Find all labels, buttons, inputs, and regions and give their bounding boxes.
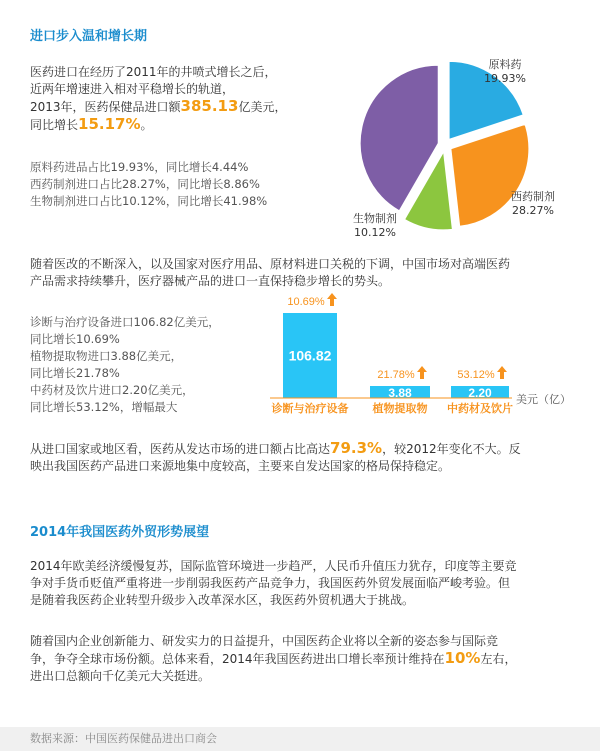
intro-line-3: 2013年，医药保健品进口额385.13亿美元， (30, 97, 287, 115)
stat-raw-materials: 原料药进品占比19.93%，同比增长4.44% (30, 160, 249, 174)
stat-line: 同比增长21.78% (30, 366, 120, 380)
medical-device-paragraph (30, 256, 575, 290)
pie-label-pct: 10.12% (354, 226, 396, 239)
section-title-import-growth: 进口步入温和增长期 (30, 29, 148, 44)
up-arrow-icon (417, 366, 427, 379)
developed-market-share-highlight: 79.3% (330, 439, 383, 457)
pie-label-pct: 19.93% (484, 72, 526, 85)
growth-rate-highlight: 10% (444, 649, 481, 667)
para-line-1: 随着医改的不断深入，以及国家对医疗用品、原材料进口关税的下调，中国市场对高端医药 (30, 257, 511, 271)
stat-line: 中药材及饮片进口2.20亿美元， (30, 383, 194, 397)
up-arrow-icon (327, 293, 337, 306)
stat-line: 植物提取物进口3.88亿美元， (30, 349, 183, 363)
bar-value-label: 106.82 (288, 347, 332, 364)
medical-device-bar-chart (250, 290, 580, 430)
intro-line-2: 近两年增速进入相对平稳增长的轨道， (30, 82, 235, 96)
intro-line-4: 同比增长15.17%。 (30, 115, 153, 133)
bar-category-label: 植物提取物 (372, 402, 428, 415)
para-line: 进出口总额向千亿美元大关挺进。 (30, 669, 211, 683)
bar-value-label: 2.20 (468, 386, 492, 400)
para-line-1: 从进口国家或地区看，医药从发达市场的进口额占比高达79.3%，较2012年变化不大。反 (30, 439, 521, 457)
bar-growth-label: 10.69% (287, 296, 325, 308)
import-growth-highlight: 15.17% (78, 115, 141, 133)
bar-category-label: 诊断与治疗设备 (271, 402, 349, 415)
para-line: 争对手货币贬值严重将进一步削弱我医药产品竞争力，我国医药外贸发展面临严峻考验。但 (30, 576, 511, 590)
up-arrow-icon (497, 366, 507, 379)
import-source-paragraph (30, 440, 575, 475)
pie-label-pct: 28.27% (512, 204, 554, 217)
pie-label-raw-materials (475, 58, 535, 86)
pie-label-western-drugs (498, 190, 568, 218)
para-line: 是随着我医药企业转型升级步入改革深水区，我医药外贸机遇大于挑战。 (30, 593, 415, 607)
section-title-outlook: 2014年我国医药外贸形势展望 (30, 525, 210, 540)
para-line: 争，争夺全球市场份额。总体来看，2014年我国医药进出口增长率预计维持在10%左右， (30, 649, 517, 667)
bar-value-label: 3.88 (388, 386, 412, 400)
pie-label-name: 西药制剂 (511, 190, 555, 203)
stat-western-drugs: 西药制剂进口占比28.27%，同比增长8.86% (30, 177, 260, 191)
stat-line: 同比增长10.69% (30, 332, 120, 346)
pie-label-name: 生物制剂 (353, 212, 397, 225)
outlook-paragraph-2 (30, 633, 575, 685)
stat-line: 诊断与治疗设备进口106.82亿美元， (30, 315, 220, 329)
pie-stats-list (30, 159, 330, 210)
bar-category-label: 中药材及饮片 (447, 402, 513, 415)
pie-label-name: 原料药 (488, 58, 522, 71)
import-amount-highlight: 385.13 (180, 97, 239, 115)
bar-growth-label: 21.78% (377, 369, 415, 381)
outlook-paragraph-1 (30, 558, 575, 609)
intro-paragraph (30, 64, 330, 134)
bar-chart-unit-label: 美元（亿） (516, 393, 571, 406)
bar-growth-label: 53.12% (457, 369, 495, 381)
intro-line-1: 医药进口在经历了2011年的井喷式增长之后， (30, 65, 277, 79)
pie-label-biologics (345, 212, 405, 240)
para-line: 随着国内企业创新能力、研发实力的日益提升，中国医药企业将以全新的姿态参与国际竞 (30, 634, 499, 648)
bar-stats-list (30, 314, 260, 416)
stat-line: 同比增长53.12%，增幅最大 (30, 400, 178, 414)
stat-biologics: 生物制剂进口占比10.12%，同比增长41.98% (30, 194, 268, 208)
para-line-2: 产品需求持续攀升，医疗器械产品的进口一直保持稳步增长的势头。 (30, 274, 391, 288)
para-line-2: 映出我国医药产品进口来源地集中度较高，主要来自发达国家的格局保持稳定。 (30, 459, 451, 473)
para-line: 2014年欧美经济缓慢复苏，国际监管环境进一步趋严，人民币升值压力犹存，印度等主要竞 (30, 559, 517, 573)
data-source-footer: 数据来源：中国医药保健品进出口商会 (0, 727, 600, 751)
